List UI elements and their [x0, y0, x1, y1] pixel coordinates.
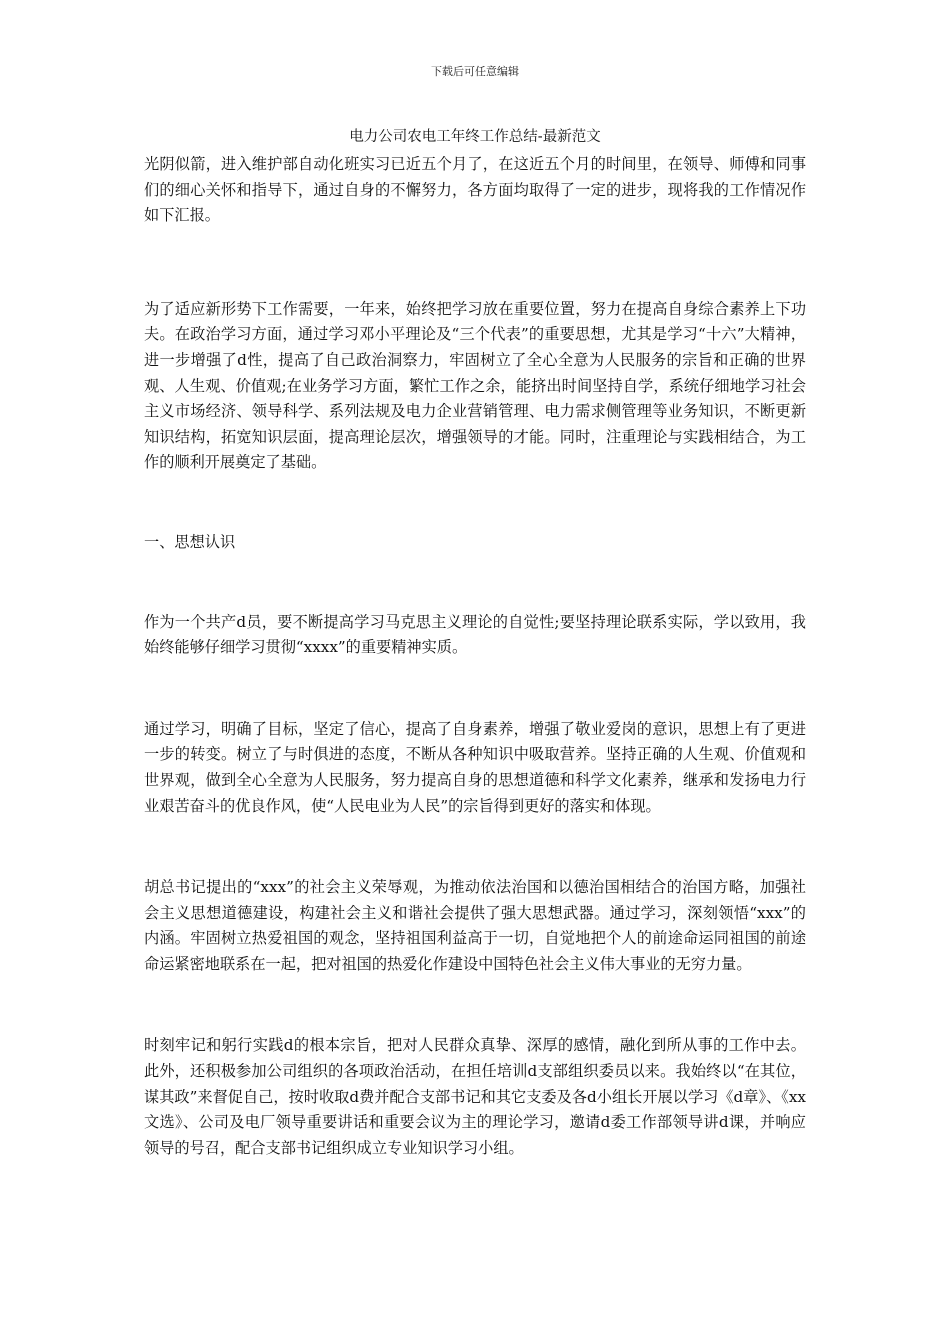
paragraph-honor-view: 胡总书记提出的“xxx”的社会主义荣辱观，为推动依法治国和以德治国相结合的治国方略，加强社会主义思想道德建设，构建社会主义和谐社会提供了强大思想武器。通过学习，深刻领悟“xxx”的内涵。牢固树立热爱祖国的观念，坚持祖国利益高于一切，自觉地把个人的前途命运同祖国的前途命运紧密地联系在一起，把对祖国的热爱化作建设中国特色社会主义伟大事业的无穷力量。 — [144, 878, 806, 973]
paragraph-purpose: 时刻牢记和躬行实践d的根本宗旨，把对人民群众真挚、深厚的感情，融化到所从事的工作中去。此外，还积极参加公司组织的各项政治活动，在担任培训d支部组织委员以来。我始终以“在其位，谋其政”来督促自己，按时收取d费并配合支部书记和其它支委及各d小组长开展以学习《d章》、《xx文选》、公司及电厂领导重要讲话和重要会议为主的理论学习，邀请d委工作部领导讲d课，并响应领导的号召，配合支部书记组织成立专业知识学习小组。 — [144, 1036, 806, 1157]
document-title: 电力公司农电工年终工作总结-最新范文 — [349, 129, 601, 145]
section-heading: 一、思想认识 — [144, 532, 236, 551]
paragraph-learning-results: 通过学习，明确了目标，坚定了信心，提高了自身素养，增强了敬业爱岗的意识，思想上有了更进一步的转变。树立了与时俱进的态度，不断从各种知识中吸取营养。坚持正确的人生观、价值观和世界观，做到全心全意为人民服务，努力提高自身的思想道德和科学文化素养，继承和发扬电力行业艰苦奋斗的优良作风，使“人民电业为人民”的宗旨得到更好的落实和体现。 — [144, 719, 806, 815]
paragraph-intro: 光阴似箭，进入维护部自动化班实习已近五个月了，在这近五个月的时间里，在领导、师傅和同事们的细心关怀和指导下，通过自身的不懈努力，各方面均取得了一定的进步，现将我的工作情况作如下汇报。 — [144, 155, 806, 225]
header-note: 下载后可任意编辑 — [431, 65, 519, 78]
paragraph-study: 为了适应新形势下工作需要，一年来，始终把学习放在重要位置，努力在提高自身综合素养上下功夫。在政治学习方面，通过学习邓小平理论及“三个代表”的重要思想，尤其是学习“十六”大精神，进一步增强了d性，提高了自己政治洞察力，牢固树立了全心全意为人民服务的宗旨和正确的世界观、人生观、价值观;在业务学习方面，繁忙工作之余，能挤出时间坚持自学，系统仔细地学习社会主义市场经济、领导科学、系列法规及电力企业营销管理、电力需求侧管理等业务知识，不断更新知识结构，拓宽知识层面，提高理论层次，增强领导的才能。同时，注重理论与实践相结合，为工作的顺利开展奠定了基础。 — [144, 299, 806, 472]
paragraph-party-member: 作为一个共产d员，要不断提高学习马克思主义理论的自觉性;要坚持理论联系实际，学以致用，我始终能够仔细学习贯彻“xxxx”的重要精神实质。 — [144, 612, 806, 657]
document-body — [144, 152, 806, 1161]
